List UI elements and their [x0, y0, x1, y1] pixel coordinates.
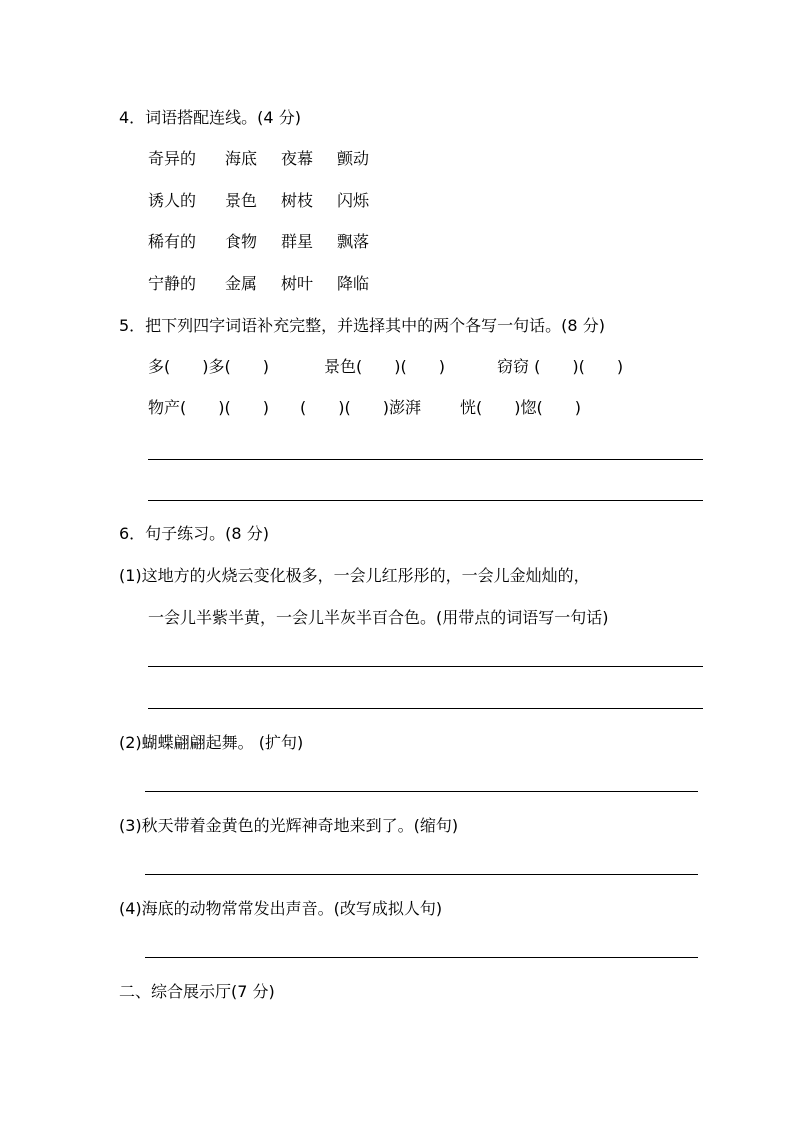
- q4-title: 4．词语搭配连线。(4 分): [119, 108, 301, 127]
- q4-word: 飘落: [337, 232, 370, 251]
- q6-item1-instruction: 一会儿半紫半黄，一会儿半灰半百合色。(用带点的词语写一句话): [148, 608, 609, 627]
- q5-title: 5．把下列四字词语补充完整，并选择其中的两个各写一句话。(8 分): [119, 316, 605, 335]
- q4-word: 诱人的: [148, 191, 197, 210]
- q5-blank-phrase: 窃窃 ( )( ): [497, 357, 624, 376]
- q5-blank-phrase: ( )( )澎湃: [300, 398, 421, 417]
- q4-word: 宁静的: [148, 274, 197, 293]
- q6-item2-text: (2)蝴蝶翩翩起舞。 (扩句): [119, 733, 304, 752]
- q4-word: 降临: [337, 274, 370, 293]
- section2-title: 二、综合展示厅(7 分): [119, 982, 275, 1001]
- q4-word: 食物: [225, 232, 258, 251]
- q6-item3-answer-line[interactable]: [145, 874, 698, 875]
- q5-blank-phrase: 物产( )( ): [148, 398, 269, 417]
- q4-word: 颤动: [337, 149, 370, 168]
- q5-answer-line-2[interactable]: [148, 500, 703, 501]
- q4-word: 稀有的: [148, 232, 197, 251]
- q4-word: 闪烁: [337, 191, 370, 210]
- q6-item1-answer-line-2[interactable]: [148, 708, 703, 709]
- q4-word: 夜幕: [281, 149, 314, 168]
- q4-word: 景色: [225, 191, 258, 210]
- q6-item1-answer-line-1[interactable]: [148, 666, 703, 667]
- q4-word: 金属: [225, 274, 258, 293]
- q4-word: 海底: [225, 149, 258, 168]
- q4-word: 群星: [281, 232, 314, 251]
- q4-word: 树枝: [281, 191, 314, 210]
- q5-answer-line-1[interactable]: [148, 459, 703, 460]
- q5-blank-phrase: 多( )多( ): [148, 357, 269, 376]
- q6-item3-text: (3)秋天带着金黄色的光辉神奇地来到了。(缩句): [119, 816, 459, 835]
- q6-title: 6．句子练习。(8 分): [119, 524, 269, 543]
- q6-item4-answer-line[interactable]: [145, 957, 698, 958]
- q4-word: 奇异的: [148, 149, 197, 168]
- q4-word: 树叶: [281, 274, 314, 293]
- q6-item2-answer-line[interactable]: [145, 791, 698, 792]
- q6-item4-text: (4)海底的动物常常发出声音。(改写成拟人句): [119, 899, 443, 918]
- q5-blank-phrase: 景色( )( ): [324, 357, 445, 376]
- q5-blank-phrase: 恍( )惚( ): [460, 398, 581, 417]
- q6-item1-text: (1)这地方的火烧云变化极多，一会儿红彤彤的，一会儿金灿灿的，: [119, 566, 590, 585]
